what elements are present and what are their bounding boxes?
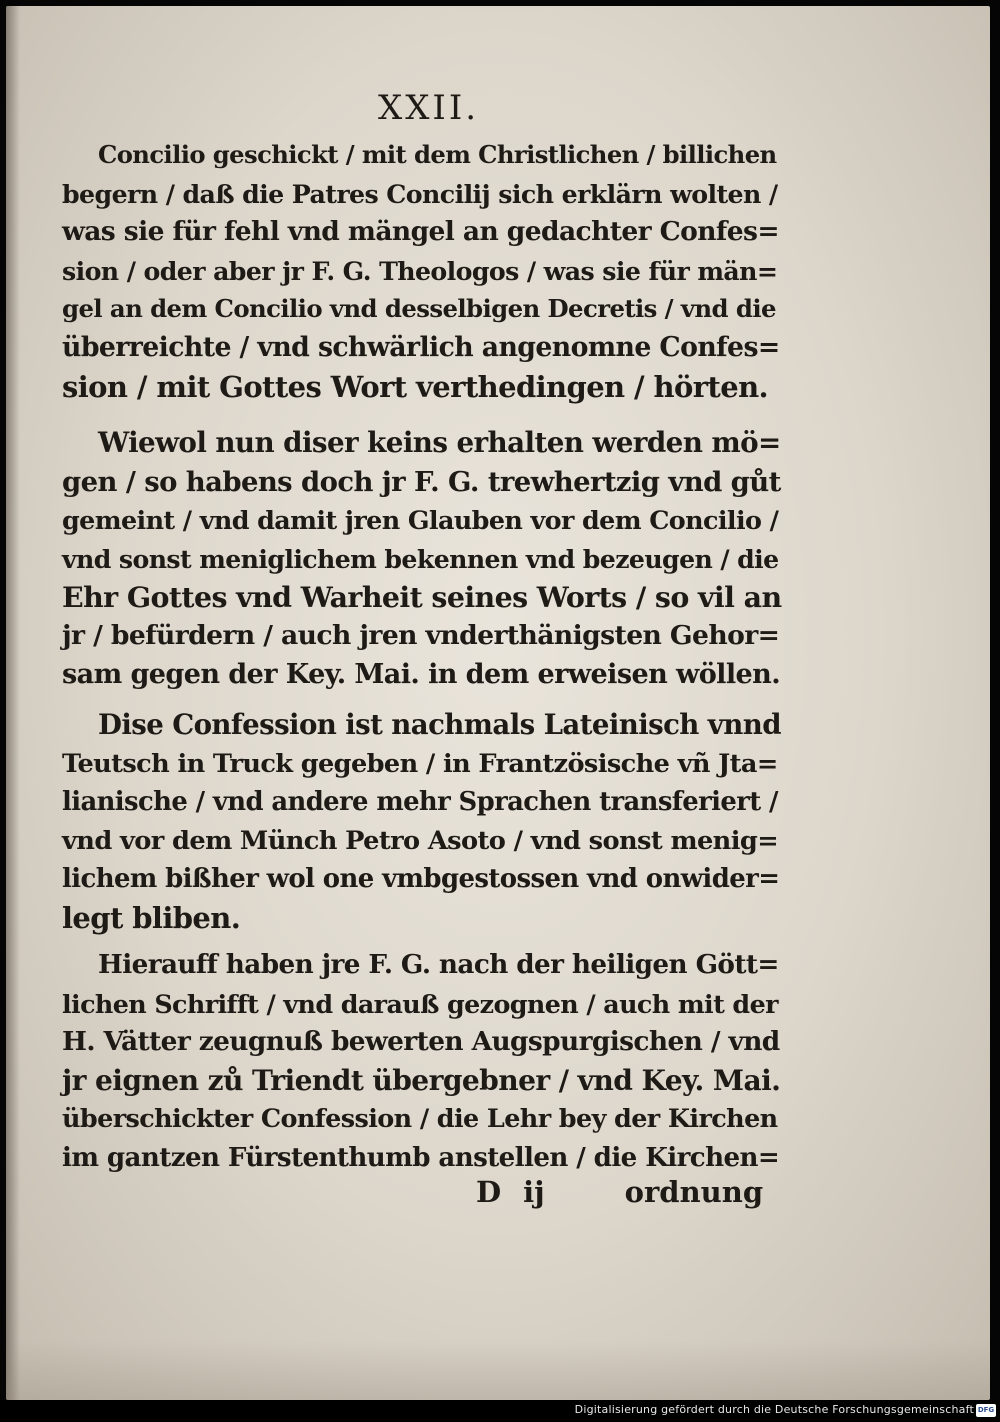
text-line: Hierauff haben jre F. G. nach der heiligen Gött=: [98, 949, 779, 980]
text-line: gemeint / vnd damit jren Glauben vor dem Concilio /: [62, 505, 779, 536]
text-line: H. Vätter zeugnuß bewerten Augspurgischen / vnd: [62, 1026, 780, 1058]
text-line: gel an dem Concilio vnd desselbigen Decretis / vnd die: [62, 294, 776, 324]
text-line: gen / so habens doch jr F. G. trewhertzig vnd gůt: [62, 465, 781, 498]
text-line: sam gegen der Key. Mai. in dem erweisen wöllen.: [62, 658, 781, 690]
folio-number: XXII.: [378, 88, 480, 128]
text-line: Wiewol nun diser keins erhalten werden mö=: [98, 426, 781, 459]
text-line: Concilio geschickt / mit dem Christlichen / billichen: [98, 140, 777, 169]
book-page: [6, 6, 990, 1400]
text-line: Ehr Gottes vnd Warheit seines Worts / so vil an: [62, 580, 782, 615]
text-line: lichem bißher wol one vmbgestossen vnd onwider=: [62, 864, 780, 895]
text-line: überreichte / vnd schwärlich angenomne Confes=: [62, 332, 780, 363]
text-line: vnd sonst meniglichem bekennen vnd bezeugen / die: [62, 543, 779, 574]
text-line: sion / mit Gottes Wort verthedingen / hörten.: [62, 369, 769, 404]
page-shading: [6, 1340, 990, 1400]
binding-shadow: [6, 6, 20, 1400]
text-line: jr eignen zů Triendt übergebner / vnd Key. Mai.: [62, 1063, 781, 1097]
funding-notice: Digitalisierung gefördert durch die Deutsche Forschungsgemeinschaft: [574, 1403, 974, 1416]
text-line: sion / oder aber jr F. G. Theologos / was sie für män=: [62, 255, 778, 286]
signature-number: ij: [523, 1175, 545, 1209]
catchline: [476, 1173, 763, 1211]
text-line: im gantzen Fürstenthumb anstellen / die Kirchen=: [62, 1142, 780, 1173]
text-line: legt bliben.: [62, 901, 241, 935]
signature-letter: D: [476, 1175, 502, 1209]
text-line: vnd vor dem Münch Petro Asoto / vnd sonst menig=: [62, 825, 779, 856]
text-line: jr / befürdern / auch jren vnderthänigsten Gehor=: [62, 620, 780, 651]
text-line: was sie für fehl vnd mängel an gedachter Confes=: [62, 216, 779, 248]
catchword: ordnung: [624, 1175, 764, 1209]
footer-bar: [0, 1400, 1000, 1422]
text-line: lianische / vnd andere mehr Sprachen transferiert /: [62, 787, 778, 818]
text-line: lichen Schrifft / vnd darauß gezognen / auch mit der: [62, 988, 778, 1019]
text-line: Teutsch in Truck gegeben / in Frantzösische vñ Jta=: [62, 748, 778, 779]
text-line: überschickter Confession / die Lehr bey der Kirchen: [62, 1104, 778, 1135]
text-line: Dise Confession ist nachmals Lateinisch vnnd: [98, 708, 781, 741]
dfg-logo-icon: DFG: [976, 1404, 996, 1417]
text-line: begern / daß die Patres Concilij sich erklärn wolten /: [62, 178, 778, 209]
